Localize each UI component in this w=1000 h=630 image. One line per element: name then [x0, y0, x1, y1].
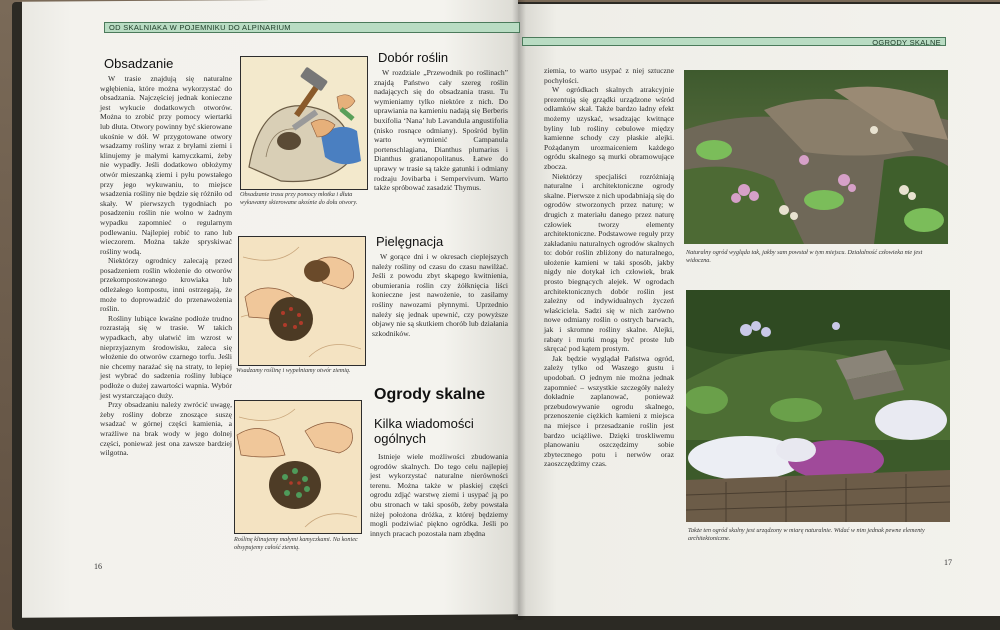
right-running-header: OGRODY SKALNE [522, 37, 946, 46]
heading-kilka-wiadomosci: Kilka wiadomości ogólnych [374, 416, 474, 446]
heading-obsadzanie: Obsadzanie [104, 56, 174, 71]
right-paragraph: Jak będzie wyglądał Państwa ogród, zależy tylko od Waszego gustu i upodobań. O jednym nie można jednak zapomnieć – wszystkie szczegóły należy dokładnie zaplanować, ponieważ przebudowywanie ogrodu skalnego, przenoszenie ciężkich kamieni z miejsca na miejsce i przesadzanie roślin jest bardzo uciążliwe. Dzięki troskliwemu planowaniu oszczędzimy sobie zbytecznego potu i nerwów oraz zaoszczędzimy czas. [544, 353, 674, 469]
page-number-right: 17 [944, 558, 952, 567]
illustration-hammer-chisel [240, 56, 368, 190]
col1-paragraph: Rośliny lubiące kwaśne podłoże trudno rozrastają się w trasie. W takich wypadkach, aby ułatwić im wzrost w nieprzyjaznym środowisku, zaleca się włożenie do otworów czarnego torfu. Jeśli nie chcemy narażać się na straty, to lepiej jest wybrać do sadzenia rośliny lubiące podłoże o dużej zawartości wapnia. Wybór jest wystarczająco duży. [100, 313, 232, 400]
pielegnacja-text: W gorące dni i w okresach cieplejszych należy rośliny od czasu do czasu nawilżać. Jeśli z powodu zbyt skąpego kwitnienia, obumierania roślin czy żółknięcia liści konieczne jest nawożenie, to zasilamy rośliny nawozami płynnymi. Uprzednio należy się jednak upewnić, czy powyższe objawy nie są skutkiem chorób lub działania szkodników. [372, 252, 508, 338]
photo-natural-rock-garden [684, 70, 948, 244]
right-paragraph: Niektórzy specjaliści rozróżniają naturalne i architektoniczne ogrody skalne. Pierwsze z nich upodabniają się do ogrodów stworzonych przez naturę; w drugich z materiału danego przez naturę człowiek tworzy elementy architektoniczne. Podstawowe reguły przy zakładaniu naturalnych ogrodów skalnych to: dobór roślin zbliżony do naturalnego, ułożenie kamieni w taki sposób, jakby nigdy nie dotykał ich człowiek, brak prosto biegnących alejek. W ogrodach architektonicznych dobór roślin jest zależny od indywidualnych życzeń właściciela. Sadzi się w nich zarówno nowe odmiany roślin o ostrych barwach, jak i skromne rośliny skalne. Alejki, rabaty i murki mogą być proste lub skręcać pod kątem prostym. [544, 171, 674, 354]
page-number-left: 16 [94, 562, 102, 571]
illustration-planting-hands [238, 236, 366, 366]
photo-architectural-rock-garden [686, 290, 950, 522]
heading-ogrody-skalne: Ogrody skalne [374, 386, 486, 403]
heading-pielegnacja: Pielęgnacja [376, 234, 444, 249]
right-paragraph: ziemia, to warto usypać z niej sztuczne pochyłości. [544, 66, 674, 85]
right-paragraph: W ogródkach skalnych atrakcyjnie prezentują się grządki urządzone wśród odłamków skał. Także bardzo ładny efekt możemy uzyskać, wsadzając kwitnące byliny lub rośliny cebulowe między kamienne schody czy płaskie alejki. Pożądanym urozmaiceniem każdego ogródu skalnego są murki obramowujące zbocza. [544, 85, 674, 171]
photo-caption: Także ten ogród skalny jest urządzony w miarę naturalnie. Widać w nim jednak pewne elementy architektoniczne. [688, 527, 925, 542]
figure-caption: Wsadzamy roślinę i wypełniamy otwór ziemią. [236, 367, 351, 374]
figure-caption: Obsadzanie trasu przy pomocy młotka i dłuta wykuwamy skierowane ukośnie do dołu otwory. [240, 191, 358, 206]
col1-paragraph: Przy obsadzaniu należy zwrócić uwagę, żeby rośliny dobrze znoszące suszę wsadzać w górnej części kamienia, a wrażliwe na brak wody w jego dolnej części, ponieważ jest ona zawsze bardziej wilgotna. [100, 400, 232, 458]
heading-dobor-roslin: Dobór roślin [378, 50, 449, 65]
col1-text [100, 74, 232, 458]
right-text [544, 66, 674, 469]
illustration-wedging-stones [234, 400, 362, 534]
col1-paragraph: W trasie znajdują się naturalne wgłębienia, które można wykorzystać do obsadzania. Najczęściej jednak konieczne jest wykucie dodatkowych otworów. Można to zrobić przy pomocy wiertarki lub dłuta. Otwory powinny być skierowane ukośnie w dół. W przygotowane otwory wsadzamy rośliny wraz z bryłami ziemi i klinujemy je małymi kamyczkami, żeby nie wypadły. Jeśli dodatkowo obłożymy otwór mieszanką ziemi i pyłu powstałego przy jego wykuwaniu, to miejsce wsadzenia rośliny nie będzie się różniło od skały. W pierwszych tygodniach po posadzeniu roślin nie wolno w żadnym wypadku zapomnieć o regularnym podlewaniu. Najlepiej robić to rano lub wieczorem. Można także spryskiwać rośliny wodą. [100, 74, 232, 256]
photo-caption: Naturalny ogród wygląda tak, jakby sam powstał w tym miejscu. Działalność człowieka nie jest widoczna. [686, 249, 923, 264]
figure-caption: Roślinę klinujemy małymi kamyczkami. Na koniec obsypujemy całość ziemią. [234, 536, 358, 551]
left-running-header: OD SKALNIAKA W POJEMNIKU DO ALPINARIUM [104, 22, 520, 33]
dobor-text: W rozdziale „Przewodnik po roślinach” znajdą Państwo cały szereg roślin nadających się do obsadzania trasu. Tu wymieniamy tylko niektóre z nich. Do uprawiania na kamieniu nadają się Berberis buxifolia ‘Nana’ lub Lavandula angustifolia (nisko rosnące odmiany). Spośród bylin warto wymienić Campanula portenschlagiana, Dianthus plumarius i Dianthus gratianopolitanus. Łatwe do uprawy w trasie są także gatunki i odmiany rodzaju Jovibarba i Sempervivum. Warto także spróbować zasadzić Thymus. [374, 68, 508, 193]
kilka-text: Istnieje wiele możliwości zbudowania ogrodów skalnych. Do tego celu najlepiej jest wykorzystać naturalne nierówności terenu. Można także w płaskiej części ogrodu zdjąć warstwę ziemi i usypać ją po obu stronach w taki sposób, żeby powstała niżej położona dróżka, z której będziemy mogli podziwiać piękno ogródka. Jeśli po innych pracach pozostała nam zbędna [370, 452, 508, 538]
book-gutter [512, 0, 526, 620]
col1-paragraph: Niektórzy ogrodnicy zalecają przed posadzeniem roślin włożenie do otworów przekompostowanego krowiaka lub odleżałego kompostu, inni ostrzegają, że może to doprowadzić do przenawożenia roślin. [100, 256, 232, 314]
